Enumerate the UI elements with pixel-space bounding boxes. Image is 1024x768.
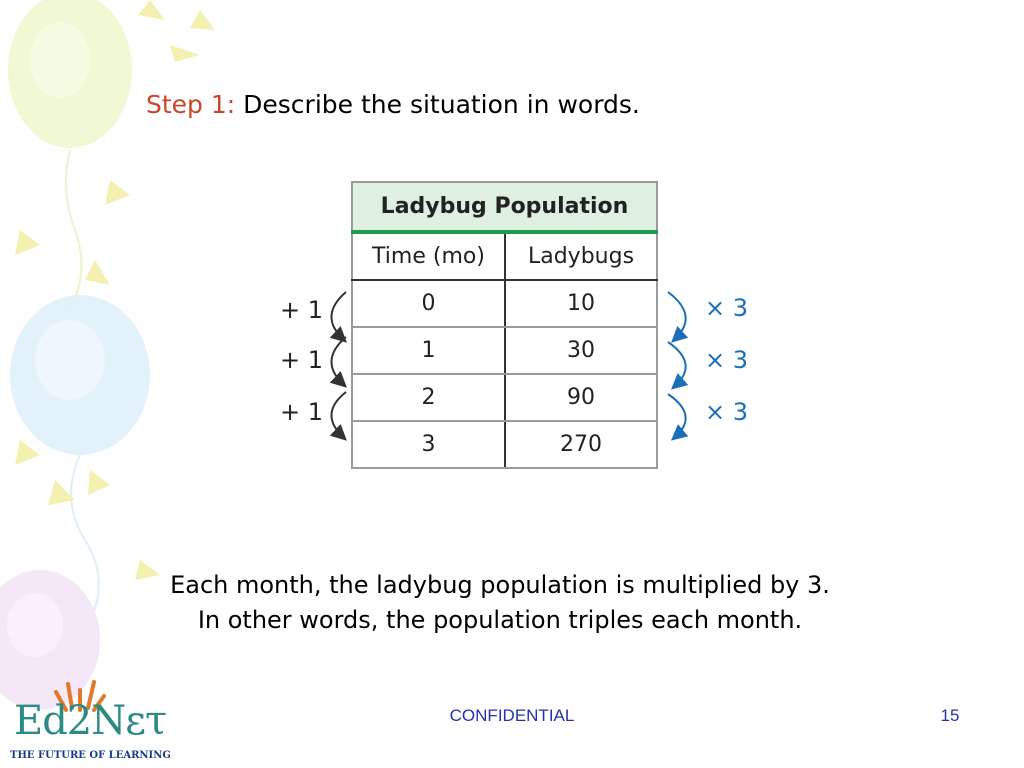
logo-tagline: THE FUTURE OF LEARNING bbox=[10, 750, 171, 761]
summary-line-2: In other words, the population triples each month. bbox=[197, 606, 803, 634]
cell-ladybugs: 270 bbox=[505, 421, 657, 468]
summary-line-1: Each month, the ladybug population is multiplied by 3. bbox=[170, 571, 830, 599]
multiplier-label: × 3 bbox=[705, 346, 749, 374]
step-label: Step 1: bbox=[146, 90, 236, 119]
cell-ladybugs: 10 bbox=[505, 280, 657, 327]
ladybug-table-container bbox=[351, 181, 658, 460]
step-text: Describe the situation in words. bbox=[235, 90, 640, 119]
cell-time: 2 bbox=[352, 374, 505, 421]
multiplier-label: × 3 bbox=[705, 398, 749, 426]
column-header-time: Time (mo) bbox=[352, 232, 505, 280]
table-title: Ladybug Population bbox=[352, 182, 657, 232]
cell-ladybugs: 90 bbox=[505, 374, 657, 421]
ed2net-logo bbox=[10, 672, 170, 764]
cell-ladybugs: 30 bbox=[505, 327, 657, 374]
increment-label: + 1 bbox=[280, 346, 324, 374]
step-heading bbox=[146, 90, 640, 119]
cell-time: 0 bbox=[352, 280, 505, 327]
table-header-row bbox=[352, 232, 657, 280]
table-row bbox=[352, 421, 657, 468]
increment-label: + 1 bbox=[280, 398, 324, 426]
multiplier-label: × 3 bbox=[705, 294, 749, 322]
table-title-row bbox=[352, 182, 657, 232]
table-row bbox=[352, 374, 657, 421]
logo-wordmark: Ed2Nετ bbox=[14, 698, 167, 744]
table-row bbox=[352, 327, 657, 374]
ladybug-population-table bbox=[351, 181, 658, 469]
column-header-ladybugs: Ladybugs bbox=[505, 232, 657, 280]
confidential-label: CONFIDENTIAL bbox=[449, 706, 575, 725]
cell-time: 1 bbox=[352, 327, 505, 374]
page-number: 15 bbox=[940, 706, 960, 725]
increment-label: + 1 bbox=[280, 296, 324, 324]
cell-time: 3 bbox=[352, 421, 505, 468]
table-row bbox=[352, 280, 657, 327]
